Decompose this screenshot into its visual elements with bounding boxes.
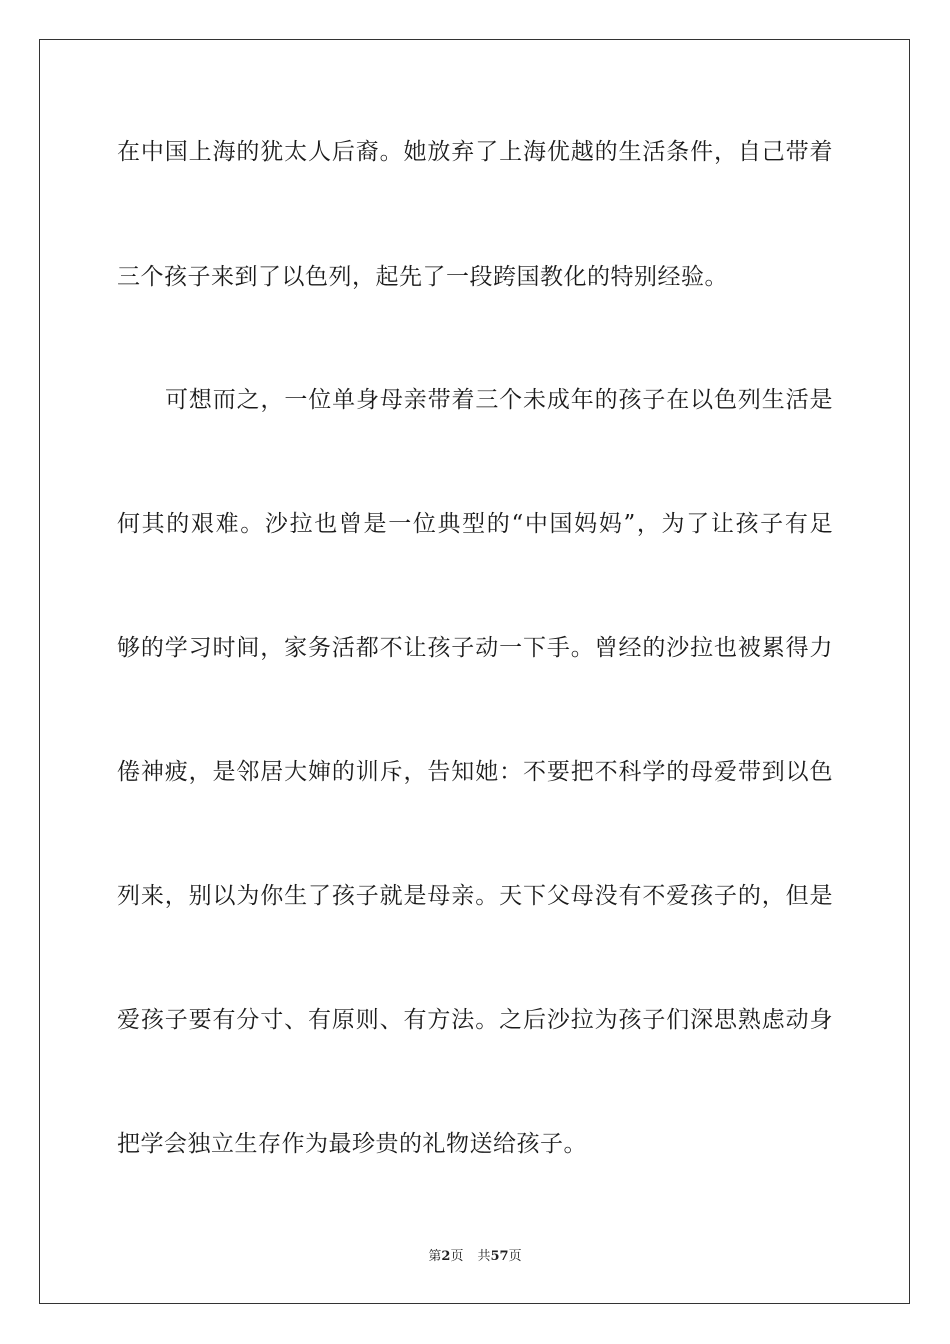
page-border <box>39 39 910 1304</box>
page-suffix: 页 <box>450 1249 464 1264</box>
total-prefix: 共 <box>477 1249 491 1264</box>
text-line-8: 爱孩子要有分寸、有原则、有方法。之后沙拉为孩子们深思熟虑动身 <box>117 1007 833 1033</box>
page-number: 2 <box>441 1249 451 1264</box>
page-prefix: 第 <box>428 1249 442 1264</box>
text-line-2: 三个孩子来到了以色列，起先了一段跨国教化的特别经验。 <box>117 264 728 290</box>
page-footer <box>0 1249 950 1265</box>
total-suffix: 页 <box>508 1249 522 1264</box>
text-line-9: 把学会独立生存作为最珍贵的礼物送给孩子。 <box>117 1131 587 1157</box>
text-line-4: 何其的艰难。沙拉也曾是一位典型的“中国妈妈”，为了让孩子有足 <box>117 511 833 537</box>
total-pages: 57 <box>490 1249 509 1264</box>
text-line-1: 在中国上海的犹太人后裔。她放弃了上海优越的生活条件，自己带着 <box>117 139 833 165</box>
text-line-3: 可想而之，一位单身母亲带着三个未成年的孩子在以色列生活是 <box>165 387 833 413</box>
text-line-6: 倦神疲，是邻居大婶的训斥，告知她：不要把不科学的母爱带到以色 <box>117 759 833 785</box>
text-line-7: 列来，别以为你生了孩子就是母亲。天下父母没有不爱孩子的，但是 <box>117 883 833 909</box>
text-line-5: 够的学习时间，家务活都不让孩子动一下手。曾经的沙拉也被累得力 <box>117 635 833 661</box>
